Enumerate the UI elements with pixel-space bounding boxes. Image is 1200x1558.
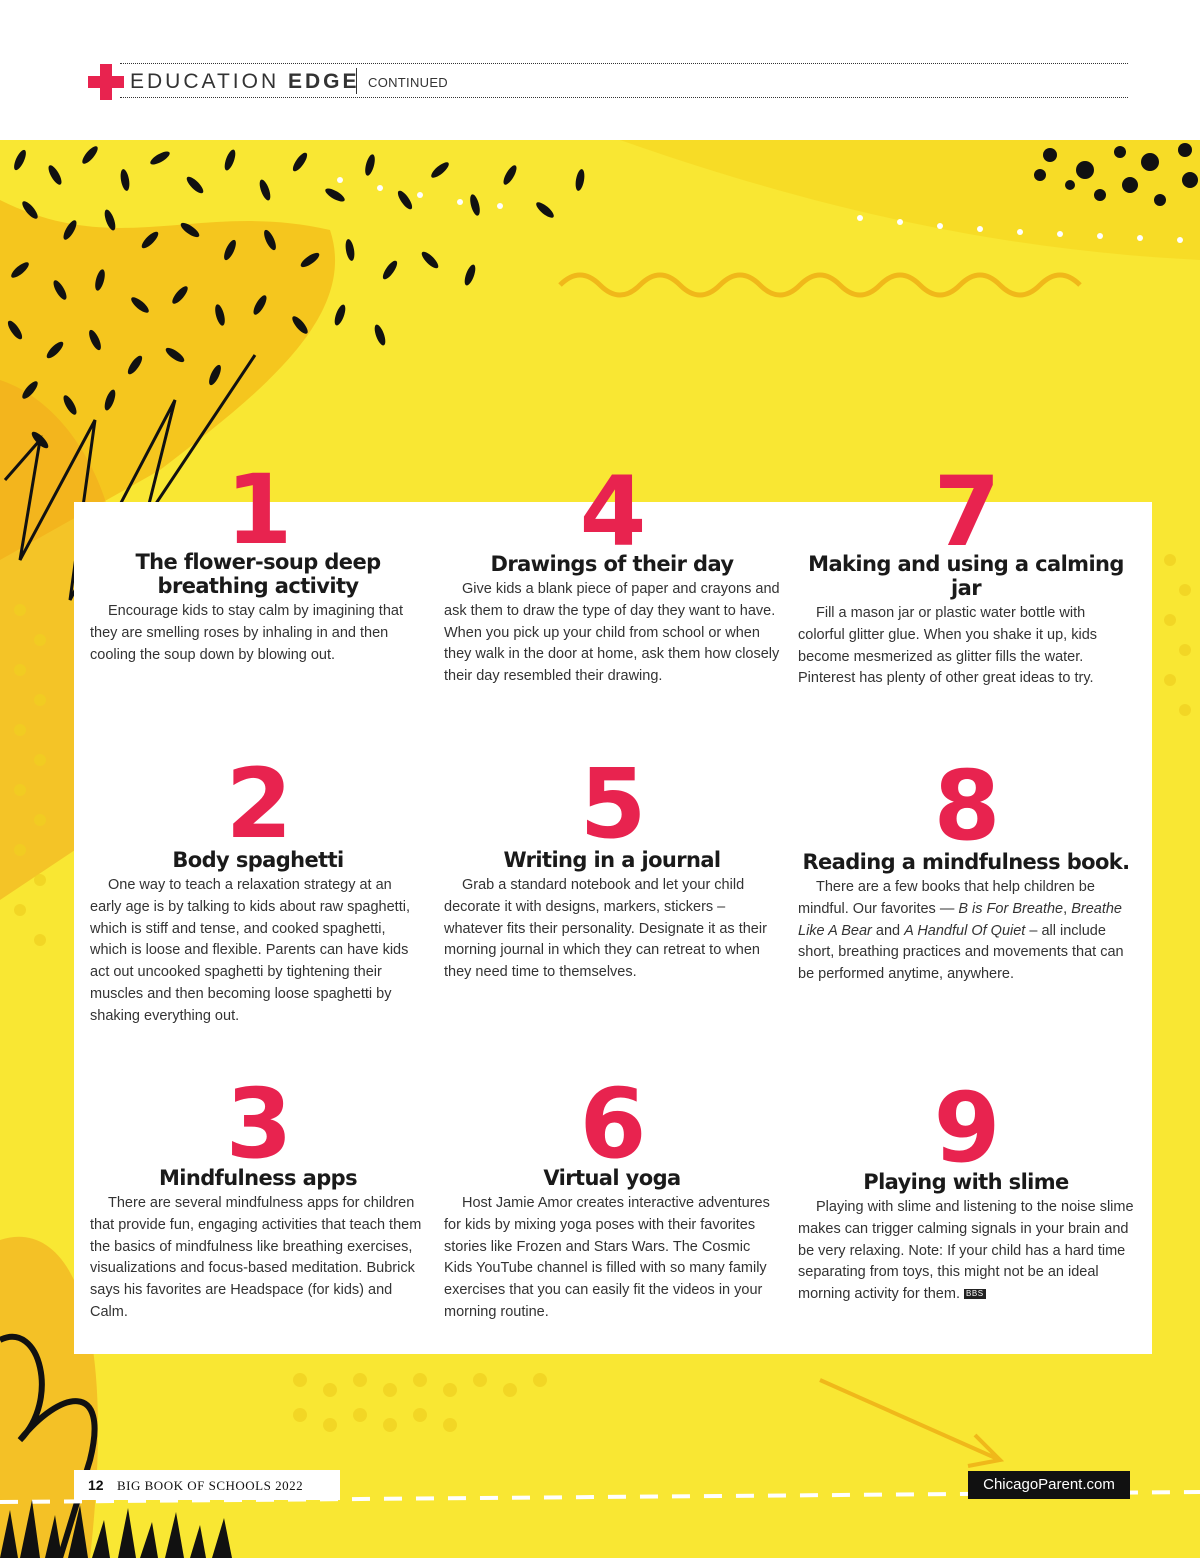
tip-1	[90, 454, 426, 666]
website-link[interactable]: ChicagoParent.com	[983, 1476, 1115, 1493]
tip-body: One way to teach a relaxation strategy at an early age is by talking to kids about raw spaghetti, which is stiff and tense, and cooked spaghetti, which is loose and flexible. Parents can have kids act out uncooked spaghetti by tightening their muscles and then becoming loose spaghetti by shaking everything out.	[90, 877, 410, 1024]
website-badge[interactable]	[968, 1471, 1130, 1499]
separator: ,	[1063, 900, 1068, 917]
continued-label: CONTINUED	[368, 75, 448, 90]
page-number: 12	[88, 1477, 104, 1493]
tip-title: Writing in a journal	[503, 848, 721, 872]
tip-body: Grab a standard notebook and let your child decorate it with designs, markers, stickers – whatever fits their personality. Designate it as their morning journal in which they can retreat to when they need time to themselves.	[444, 877, 767, 981]
tip-body-intro: There are a few books that help children be mindful. Our favorites —	[798, 879, 1095, 917]
tip-6	[444, 1068, 780, 1324]
tip-2	[90, 748, 426, 1028]
tip-title: Making and using a calming jar	[808, 552, 1124, 600]
tip-title: Virtual yoga	[543, 1166, 681, 1190]
tip-body-outro: – all include short, breathing practices and movements that can be performed anytime, anywhere.	[798, 922, 1124, 983]
tip-title: Drawings of their day	[490, 552, 734, 576]
tip-title: Body spaghetti	[172, 848, 344, 872]
section-divider	[356, 68, 357, 94]
header-bottom-rule	[120, 97, 1128, 98]
plus-icon	[88, 64, 124, 100]
tip-8	[798, 750, 1134, 986]
tip-number: 1	[225, 454, 291, 566]
tip-body: Fill a mason jar or plastic water bottle with colorful glitter glue. When you shake it up, kids become mesmerized as glitter fills the water. Pinterest has plenty of other great ideas to try.	[798, 605, 1098, 687]
tip-4	[444, 456, 780, 688]
tip-body: Encourage kids to stay calm by imagining that they are smelling roses by inhaling in and then cooling the soup down by blowing out.	[90, 603, 403, 663]
tip-7	[798, 456, 1134, 690]
tip-5	[444, 748, 780, 984]
header-top-rule	[120, 63, 1128, 64]
tip-number: 4	[579, 456, 645, 568]
tip-title: The flower-soup deep breathing activity	[135, 550, 381, 598]
page-header	[0, 0, 1200, 140]
tip-number: 8	[933, 750, 999, 862]
tip-body	[798, 1197, 1134, 1306]
separator: and	[875, 922, 901, 939]
section-name	[130, 70, 359, 94]
tip-title: Mindfulness apps	[158, 1166, 357, 1190]
book-title: Breathe Like A Bear	[798, 900, 1122, 939]
tip-number: 5	[579, 748, 645, 860]
tip-number: 9	[933, 1072, 999, 1184]
tip-number: 3	[225, 1068, 291, 1180]
tip-body: There are several mindfulness apps for children that provide fun, engaging activities that teach them the basics of mindfulness like breathing exercises, visualizations and focus-based meditation. Bubrick says his favorites are Headspace (for kids) and Calm.	[90, 1195, 422, 1320]
tip-number: 6	[579, 1068, 645, 1180]
tip-body: Give kids a blank piece of paper and crayons and ask them to draw the type of day they want to have. When you pick up your child from school or when they walk in the door at home, ask them how closely their day resembled their drawing.	[444, 581, 780, 685]
tip-3	[90, 1068, 426, 1324]
tip-number: 7	[933, 456, 999, 568]
publication-name: BIG BOOK OF SCHOOLS 2022	[117, 1478, 304, 1493]
book-title: A Handful Of Quiet	[904, 922, 1026, 939]
tip-body: Host Jamie Amor creates interactive adventures for kids by mixing yoga poses with their favorites stories like Frozen and Stars Wars. The Cosmic Kids YouTube channel is filled with so many family exercises that you can easily fit the videos in your morning routine.	[444, 1195, 770, 1320]
tip-body	[798, 877, 1134, 986]
tip-title: Reading a mindfulness book.	[802, 850, 1130, 874]
footer-folio	[74, 1470, 340, 1500]
tip-title: Playing with slime	[863, 1170, 1069, 1194]
book-title: B is For Breathe	[958, 900, 1064, 917]
tip-body-text: Playing with slime and listening to the noise slime makes can trigger calming signals in your brain and be very relaxing. Note: If your child has a hard time separating from toys, this might not be an ideal morning activity for them.	[798, 1199, 1134, 1303]
tip-number: 2	[225, 748, 291, 860]
section-name-bold: EDGE	[287, 70, 360, 93]
tips-card	[74, 454, 1152, 1354]
section-name-light: EDUCATION	[130, 70, 280, 93]
end-mark: BBS	[966, 1289, 984, 1299]
tip-9	[798, 1072, 1134, 1306]
